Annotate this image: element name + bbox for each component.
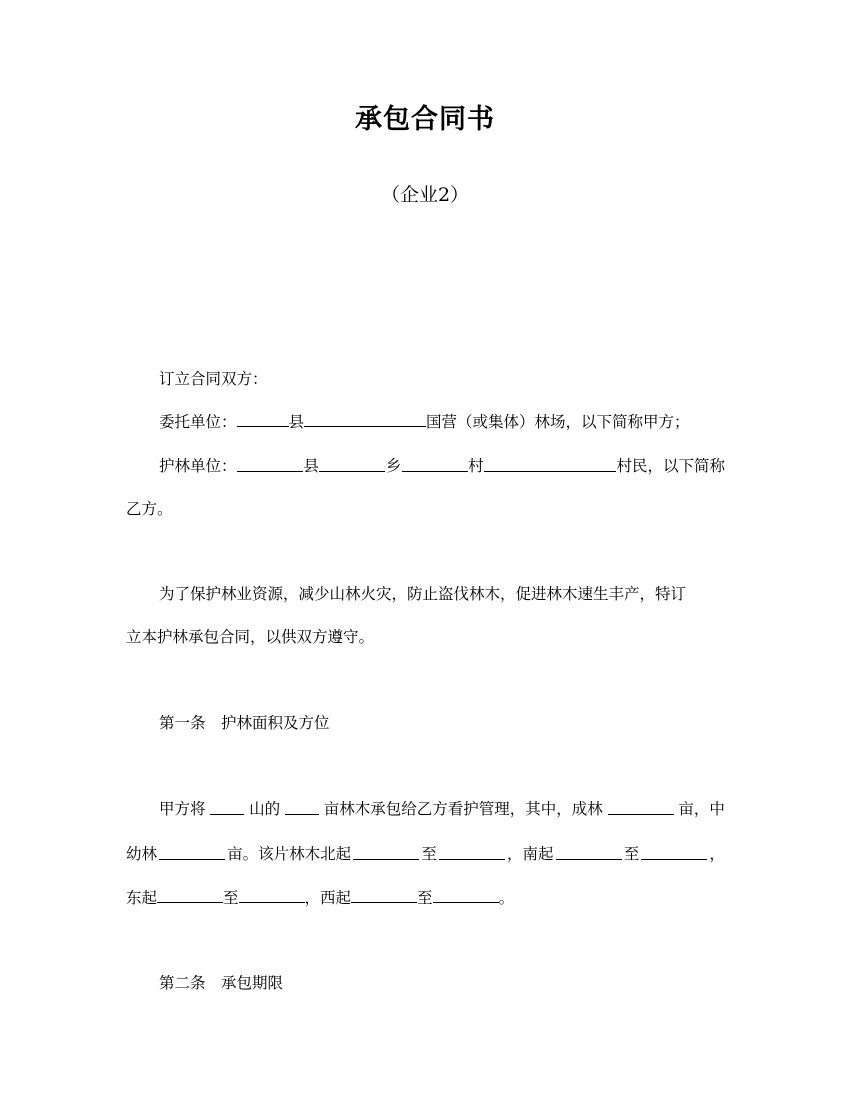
article-1-line-2	[126, 842, 725, 866]
blank-field	[556, 842, 622, 860]
article-1-text: 幼林	[126, 845, 158, 863]
article-1-text: 亩。该片林木北起	[227, 845, 352, 863]
blank-field	[239, 885, 305, 903]
blank-field	[157, 885, 223, 903]
party-b-line	[159, 454, 725, 478]
parties-heading: 订立合同双方：	[159, 370, 268, 388]
blank-field	[319, 454, 385, 472]
article-1-heading: 第一条 护林面积及方位	[159, 714, 330, 732]
article-1-text: 至	[421, 845, 437, 863]
article-1-text: 甲方将	[159, 800, 206, 818]
blank-field	[402, 454, 468, 472]
article-1-text: 至	[223, 889, 239, 907]
article-1-text: 亩林木承包给乙方看护管理，其中，成林	[323, 800, 603, 818]
blank-field	[304, 409, 426, 427]
article-1-text: 至	[623, 845, 640, 863]
document-subtitle: （企业2）	[380, 184, 470, 206]
article-1-text: ，	[709, 845, 725, 863]
article-1-line-1	[159, 797, 725, 821]
article-1-text: 山的	[249, 800, 281, 818]
blank-field	[353, 842, 419, 860]
party-b-village: 村	[468, 457, 484, 475]
party-b-county: 县	[303, 457, 319, 475]
article-1-text: ，西起	[304, 889, 352, 907]
blank-field	[285, 797, 319, 815]
blank-field	[484, 454, 616, 472]
blank-field	[351, 885, 417, 903]
blank-field	[608, 797, 674, 815]
party-b-township: 乡	[385, 457, 402, 475]
blank-field	[210, 797, 244, 815]
blank-field	[439, 842, 505, 860]
purpose-line-2: 立本护林承包合同，以供双方遵守。	[126, 628, 375, 646]
document-title: 承包合同书	[355, 104, 495, 135]
article-1-text: ，南起	[507, 845, 554, 863]
article-1-text: 至	[417, 889, 433, 907]
party-b-label: 护林单位：	[159, 457, 237, 475]
article-1-line-3	[126, 885, 514, 909]
blank-field	[237, 454, 303, 472]
party-a-line	[159, 409, 690, 433]
purpose-line-1: 为了保护林业资源，减少山林火灾，防止盗伐林木，促进林木速生丰产，特订	[159, 585, 687, 603]
party-a-farm: 国营（或集体）林场，以下简称甲方；	[426, 413, 690, 431]
article-1-text: 亩，中	[678, 800, 725, 818]
article-1-text: 东起	[126, 889, 158, 907]
party-b-villager: 村民，以下简称	[616, 457, 725, 475]
blank-field	[159, 842, 225, 860]
blank-field	[641, 842, 707, 860]
article-1-text: 。	[498, 889, 515, 907]
party-a-county: 县	[288, 413, 305, 431]
party-a-label: 委托单位：	[159, 413, 237, 431]
blank-field	[237, 409, 289, 427]
article-2-heading: 第二条 承包期限	[159, 974, 284, 992]
blank-field	[433, 885, 499, 903]
party-b-continuation: 乙方。	[126, 500, 173, 518]
